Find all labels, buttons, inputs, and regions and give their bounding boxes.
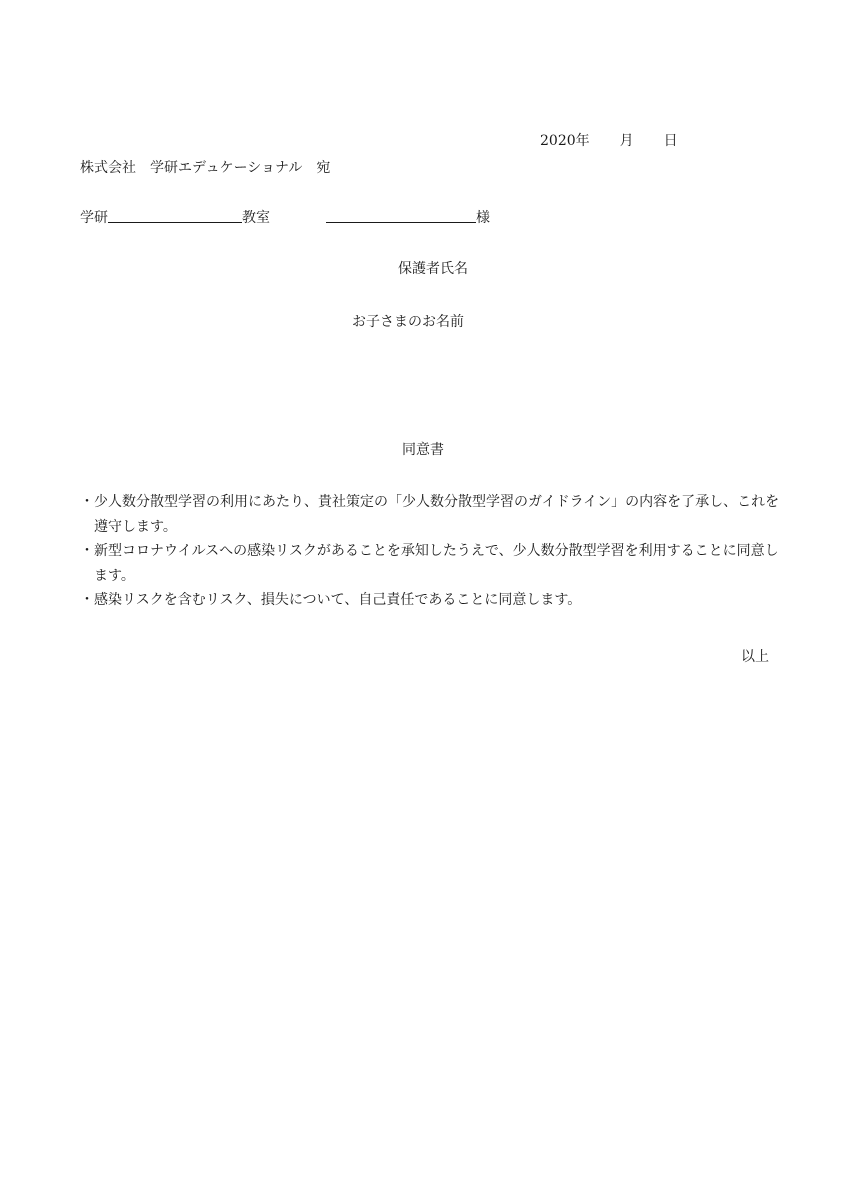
date-line — [540, 134, 678, 148]
date-day-unit: 日 — [663, 133, 678, 149]
classroom-name-blank[interactable] — [108, 221, 242, 223]
classroom-prefix: 学研 — [80, 210, 108, 226]
clause-item — [80, 588, 780, 613]
date-year-unit: 年 — [575, 133, 590, 149]
bullet-mark: ・ — [80, 592, 94, 608]
closing-mark: 以上 — [741, 649, 769, 665]
company-name: 株式会社 — [80, 160, 136, 176]
date-year: 2020 — [540, 133, 576, 149]
guardian-name-label: 保護者氏名 — [398, 261, 468, 277]
addressee — [80, 161, 330, 175]
honorific: 様 — [476, 210, 490, 226]
addressee-suffix: 宛 — [316, 160, 331, 176]
clause-item — [80, 490, 780, 539]
teacher-name-blank[interactable] — [326, 221, 476, 223]
classroom-label: 教室 — [242, 210, 270, 226]
bullet-mark: ・ — [80, 494, 94, 510]
child-name-label: お子さまのお名前 — [352, 314, 464, 330]
consent-clauses — [80, 490, 780, 613]
document-title: 同意書 — [402, 442, 444, 458]
clause-text: 少人数分散型学習の利用にあたり、貴社策定の「少人数分散型学習のガイドライン」の内容を了承し、これを遵守します。 — [94, 494, 780, 535]
clause-text: 新型コロナウイルスへの感染リスクがあることを承知したうえで、少人数分散型学習を利用することに同意します。 — [94, 543, 779, 584]
date-month-unit: 月 — [619, 133, 634, 149]
classroom-line — [80, 211, 490, 225]
bullet-mark: ・ — [80, 543, 94, 559]
division-name: 学研エデュケーショナル — [150, 160, 303, 176]
clause-item — [80, 539, 780, 588]
clause-text: 感染リスクを含むリスク、損失について、自己責任であることに同意します。 — [94, 592, 582, 608]
